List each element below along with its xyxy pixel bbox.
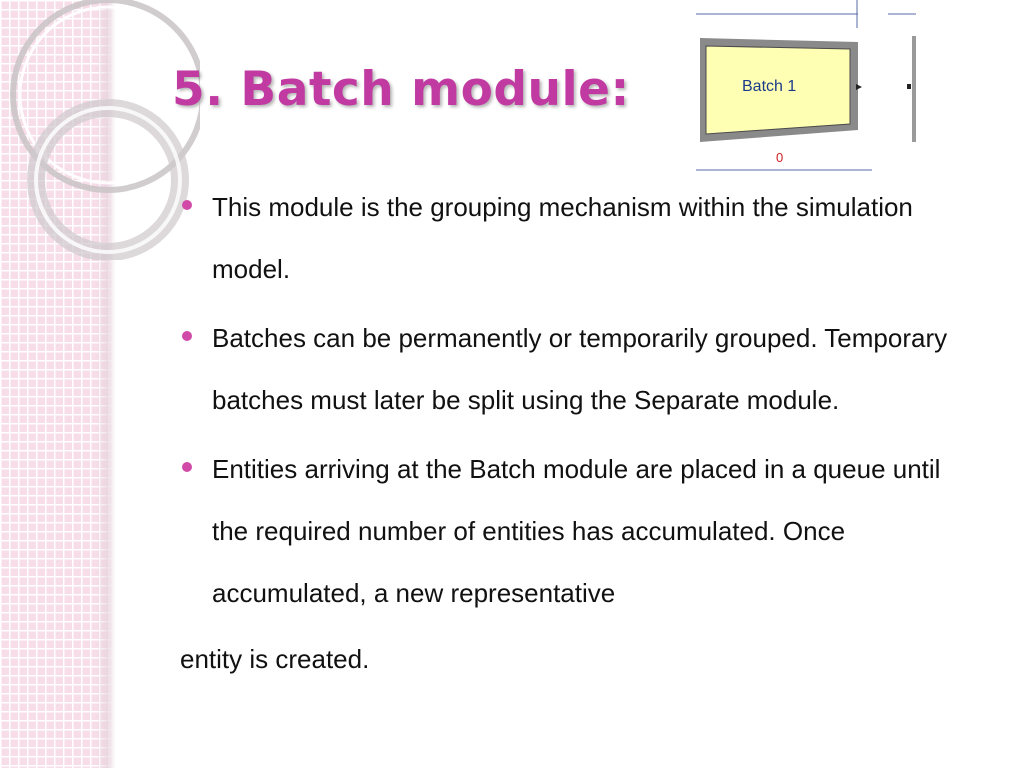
bullet-text: Batches can be permanently or temporarily grouped. Temporary batches must later be split using the Separate module.: [212, 323, 948, 415]
batch-box-label: Batch 1: [742, 78, 797, 95]
bullet-text: Entities arriving at the Batch module are placed in a queue until the required number of entities has accumulated. Once accumulated, a new representative: [212, 454, 941, 608]
batch-module-diagram: [696, 0, 926, 175]
slide-title: 5. Batch module:: [172, 62, 630, 117]
list-item: [180, 438, 980, 624]
connector-dot-icon: [907, 84, 911, 89]
bullet-list: [180, 176, 980, 690]
bullet-text: This module is the grouping mechanism within the simulation model.: [212, 192, 913, 284]
list-item: [180, 307, 980, 431]
list-item: [180, 176, 980, 300]
decorative-rings-icon: [0, 0, 200, 260]
bullet-continuation-text: entity is created.: [180, 644, 370, 674]
bullet-dot-icon: [182, 462, 192, 472]
next-module-edge: [912, 36, 916, 142]
bullet-dot-icon: [182, 200, 192, 210]
counter-mark: 0: [776, 150, 784, 165]
output-arrow-icon: [856, 84, 862, 90]
bullet-dot-icon: [182, 331, 192, 341]
